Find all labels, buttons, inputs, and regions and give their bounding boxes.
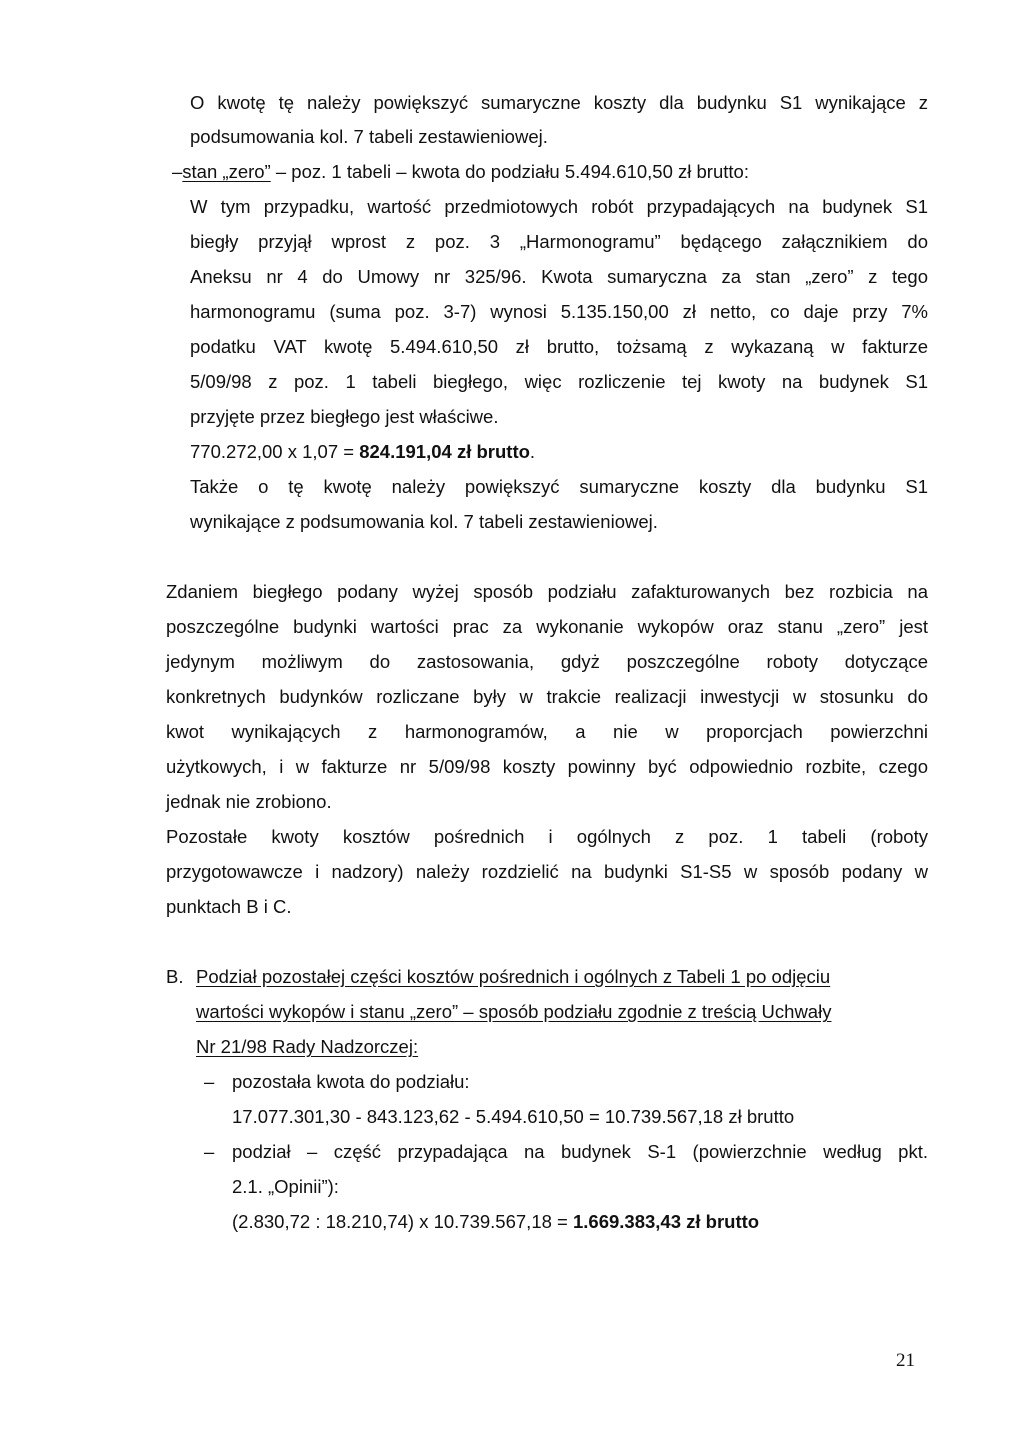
paragraph-line: 5/09/98 z poz. 1 tabeli biegłego, więc rozliczenie tej kwoty na budynek S1: [190, 371, 928, 392]
stan-zero-text: – poz. 1 tabeli – kwota do podziału 5.494.610,50 zł brutto:: [270, 161, 749, 182]
opinion-line: Zdaniem biegłego podany wyżej sposób podziału zafakturowanych bez rozbicia na: [166, 581, 928, 602]
opinion-line: jednak nie zrobiono.: [166, 791, 332, 812]
opinion-line: jedynym możliwym do zastosowania, gdyż poszczególne roboty dotyczące: [166, 651, 928, 672]
formula-result: 1.669.383,43 zł brutto: [572, 1211, 760, 1232]
list-dash: –: [204, 1141, 215, 1162]
section-b-heading: Nr 21/98 Rady Nadzorczej:: [196, 1036, 419, 1057]
calculation-text: 770.272,00 x 1,07 =: [190, 441, 360, 462]
opinion-line: użytkowych, i w fakturze nr 5/09/98 koszty powinny być odpowiednio rozbite, czego: [166, 756, 928, 777]
paragraph-line: podsumowania kol. 7 tabeli zestawieniowej.: [190, 126, 548, 147]
formula-text: (2.830,72 : 18.210,74) x 10.739.567,18 =: [232, 1211, 573, 1232]
list-dash: –: [172, 161, 183, 182]
opinion-line: Pozostałe kwoty kosztów pośrednich i ogólnych z poz. 1 tabeli (roboty: [166, 826, 928, 847]
calculation-result: 824.191,04 zł brutto: [359, 441, 530, 462]
paragraph-line: Aneksu nr 4 do Umowy nr 325/96. Kwota sumaryczna za stan „zero” z tego: [190, 266, 928, 287]
calculation-line: [190, 441, 535, 463]
paragraph-line: harmonogramu (suma poz. 3-7) wynosi 5.135.150,00 zł netto, co daje przy 7%: [190, 301, 928, 322]
stan-zero-line: [172, 161, 749, 183]
list-item-label: 2.1. „Opinii”):: [232, 1176, 339, 1197]
paragraph-line: podatku VAT kwotę 5.494.610,50 zł brutto, tożsamą z wykazaną w fakturze: [190, 336, 928, 357]
list-item-formula: 17.077.301,30 - 843.123,62 - 5.494.610,50 = 10.739.567,18 zł brutto: [232, 1106, 795, 1127]
paragraph-line: Także o tę kwotę należy powiększyć sumaryczne koszty dla budynku S1: [190, 476, 928, 497]
opinion-line: poszczególne budynki wartości prac za wykonanie wykopów oraz stanu „zero” jest: [166, 616, 928, 637]
paragraph-line: W tym przypadku, wartość przedmiotowych robót przypadających na budynek S1: [190, 196, 928, 217]
opinion-line: punktach B i C.: [166, 896, 292, 917]
opinion-line: kwot wynikających z harmonogramów, a nie w proporcjach powierzchni: [166, 721, 928, 742]
paragraph-line: biegły przyjął wprost z poz. 3 „Harmonogramu” będącego załącznikiem do: [190, 231, 928, 252]
paragraph-line: wynikające z podsumowania kol. 7 tabeli zestawieniowej.: [190, 511, 658, 532]
section-b-heading: Podział pozostałej części kosztów pośrednich i ogólnych z Tabeli 1 po odjęciu: [196, 966, 831, 987]
list-item-formula: [232, 1211, 759, 1233]
section-b-marker: B.: [166, 966, 184, 987]
stan-zero-label: stan „zero”: [182, 161, 271, 182]
opinion-line: przygotowawcze i nadzory) należy rozdzielić na budynki S1-S5 w sposób podany w: [166, 861, 928, 882]
calculation-period: .: [529, 441, 536, 462]
page-number: 21: [896, 1350, 915, 1371]
list-dash: –: [204, 1071, 215, 1092]
list-item-label: pozostała kwota do podziału:: [232, 1071, 470, 1092]
opinion-line: konkretnych budynków rozliczane były w trakcie realizacji inwestycji w stosunku do: [166, 686, 928, 707]
paragraph-line: O kwotę tę należy powiększyć sumaryczne koszty dla budynku S1 wynikające z: [190, 92, 928, 113]
section-b-heading: wartości wykopów i stanu „zero” – sposób podziału zgodnie z treścią Uchwały: [196, 1001, 832, 1022]
list-item-label: podział – część przypadająca na budynek S-1 (powierzchnie według pkt.: [232, 1141, 928, 1162]
paragraph-line: przyjęte przez biegłego jest właściwe.: [190, 406, 499, 427]
